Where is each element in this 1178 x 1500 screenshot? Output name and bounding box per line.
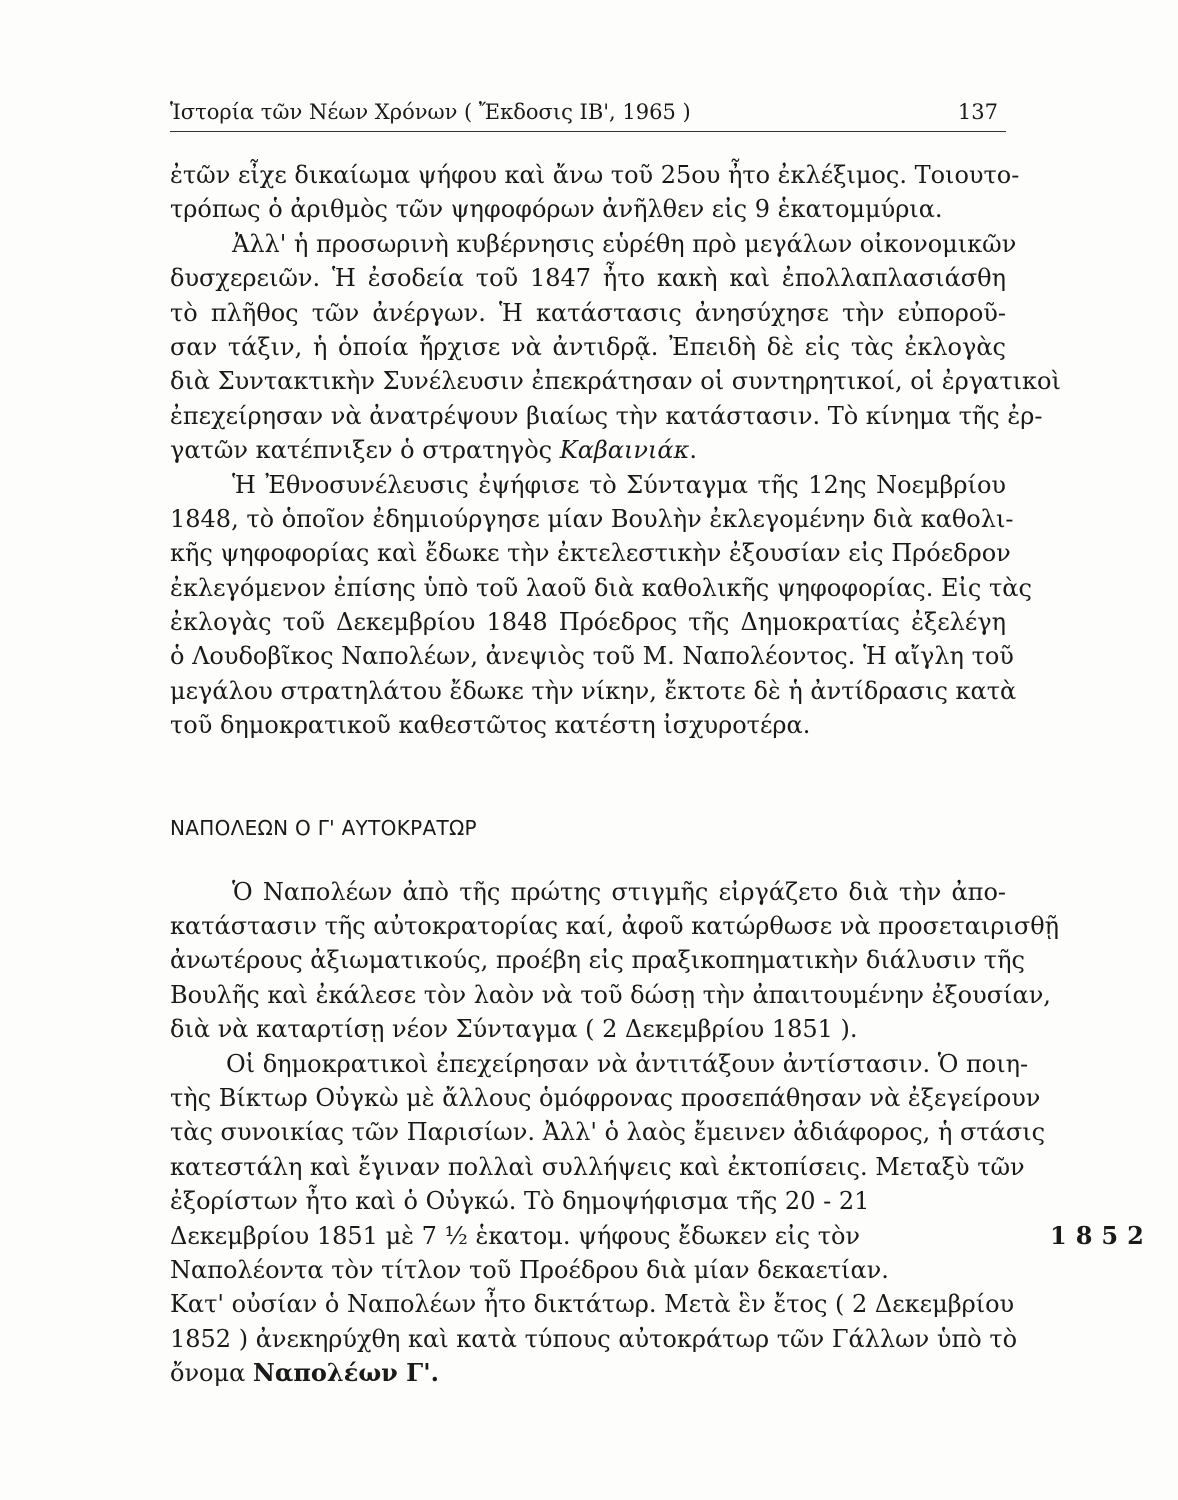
- text-line: διὰ νὰ καταρτίσῃ νέον Σύνταγμα ( 2 Δεκεμβρίου 1851 ).: [170, 1015, 858, 1044]
- text-line: δυσχερειῶν. Ἡ ἐσοδεία τοῦ 1847 ἦτο κακὴ καὶ ἐπολλαπλασιάσθη: [170, 264, 1006, 293]
- text-line: ἐτῶν εἶχε δικαίωμα ψήφου καὶ ἄνω τοῦ 25ου ἦτο ἐκλέξιμος. Τοιουτο-: [170, 161, 1020, 189]
- text-line: κῆς ψηφοφορίας καὶ ἔδωκε τὴν ἐκτελεστικὴν ἐξουσίαν εἰς Πρόεδρον: [170, 539, 1011, 568]
- header-rule: [170, 131, 1006, 132]
- paragraph: [170, 1287, 1018, 1390]
- text-span: ὄνομα: [170, 1359, 253, 1388]
- running-header: [170, 96, 1006, 130]
- text-line: 1848, τὸ ὁποῖον ἐδημιούργησε μίαν Βουλὴν ἐκλεγομένην διὰ καθολι-: [170, 504, 1014, 533]
- text-line: [170, 433, 1006, 467]
- paragraph: [170, 158, 1020, 227]
- spacer: [170, 743, 1006, 811]
- text-line: Οἱ δημοκρατικοὶ ἐπεχείρησαν νὰ ἀντιτάξουν ἀντίστασιν. Ὁ ποιη-: [226, 1049, 1029, 1078]
- text-line: κατεστάλη καὶ ἔγιναν πολλαὶ συλλήψεις καὶ ἐκτοπίσεις. Μεταξὺ τῶν: [170, 1152, 1025, 1181]
- text-line: τοῦ δημοκρατικοῦ καθεστῶτος κατέστη ἰσχυροτέρα.: [170, 711, 811, 740]
- text-line: κατάστασιν τῆς αὐτοκρατορίας καί, ἀφοῦ κατώρθωσε νὰ προσεταιρισθῇ: [170, 912, 1060, 941]
- paragraph: [170, 227, 1061, 468]
- text-line: ἀνωτέρους ἀξιωματικούς, προέβη εἰς πραξικοπηματικὴν διάλυσιν τῆς: [170, 946, 1025, 975]
- text-line: Ὁ Ναπολέων ἀπὸ τῆς πρώτης στιγμῆς εἰργάζετο διὰ τὴν ἀπο-: [232, 877, 1006, 906]
- page-number: 137: [957, 100, 998, 124]
- page-body: [170, 158, 1153, 1391]
- paragraph: [170, 875, 1060, 1047]
- text-line: Βουλῆς καὶ ἐκάλεσε τὸν λαὸν νὰ τοῦ δώσῃ τὴν ἀπαιτουμένην ἐξουσίαν,: [170, 980, 1051, 1009]
- text-line: Ἡ Ἐθνοσυνέλευσις ἐψήφισε τὸ Σύνταγμα τῆς 12ης Νοεμβρίου: [232, 470, 1006, 499]
- text-line: τρόπως ὁ ἀριθμὸς τῶν ψηφοφόρων ἀνῆλθεν εἰς 9 ἑκατομμύρια.: [170, 195, 943, 224]
- text-line: ἐκλογὰς τοῦ Δεκεμβρίου 1848 Πρόεδρος τῆς Δημοκρατίας ἐξελέγη: [170, 608, 1006, 637]
- text-line: τὰς συνοικίας τῶν Παρισίων. Ἀλλ' ὁ λαὸς ἔμεινεν ἀδιάφορος, ἡ στάσις: [170, 1118, 1046, 1147]
- text-line: ὁ Λουδοβῖκος Ναπολέων, ἀνεψιὸς τοῦ Μ. Ναπολέοντος. Ἡ αἴγλη τοῦ: [170, 642, 1014, 671]
- text-line: τὸ πλῆθος τῶν ἀνέργων. Ἡ κατάστασις ἀνησύχησε τὴν εὐποροῦ-: [170, 298, 1006, 327]
- text-line: σαν τάξιν, ἡ ὁποία ἤρχισε νὰ ἀντιδρᾷ. Ἐπειδὴ δὲ εἰς τὰς ἐκλογὰς: [170, 332, 1006, 361]
- text-line: Κατ' οὐσίαν ὁ Ναπολέων ἦτο δικτάτωρ. Μετὰ ἓν ἔτος ( 2 Δεκεμβρίου: [170, 1290, 1015, 1319]
- text-line: διὰ Συντακτικὴν Συνέλευσιν ἐπεκράτησαν οἱ συντηρητικοί, οἱ ἐργατικοὶ: [170, 367, 1061, 396]
- spacer: [170, 845, 1006, 875]
- text-span: Δεκεμβρίου 1851 μὲ 7 ½ ἑκατομ. ψήφους ἔδωκεν εἰς τὸν: [170, 1221, 861, 1250]
- paragraph: [170, 468, 1032, 743]
- section-heading: ΝΑΠΟΛΕΩΝ Ο Γ' ΑΥΤΟΚΡΑΤΩΡ: [170, 815, 477, 840]
- margin-year: 1852: [1050, 1220, 1153, 1250]
- text-line: Ἀλλ' ἡ προσωρινὴ κυβέρνησις εὑρέθη πρὸ μεγάλων οἰκονομικῶν: [232, 229, 1017, 258]
- text-line: [170, 1356, 1006, 1390]
- text-line: ἐξορίστων ἦτο καὶ ὁ Οὐγκώ. Τὸ δημοψήφισμα τῆς 20 - 21: [170, 1187, 870, 1216]
- text-line: 1852 ) ἀνεκηρύχθη καὶ κατὰ τύπους αὐτοκράτωρ τῶν Γάλλων ὑπὸ τὸ: [170, 1324, 1018, 1353]
- header-title: Ἱστορία τῶν Νέων Χρόνων ( Ἔκδοσις ΙΒ', 1965 ): [170, 100, 691, 124]
- text-line: Ναπολέοντα τὸν τίτλον τοῦ Προέδρου διὰ μίαν δεκαετίαν.: [170, 1255, 889, 1284]
- text-span: γατῶν κατέπνιξεν ὁ στρατηγὸς: [170, 436, 560, 465]
- text-line: ἐπεχείρησαν νὰ ἀνατρέψουν βιαίως τὴν κατάστασιν. Τὸ κίνημα τῆς ἐρ-: [170, 401, 1043, 430]
- bold-name: Ναπολέων Γ'.: [252, 1358, 439, 1388]
- text-line: τὴς Βίκτωρ Οὐγκὼ μὲ ἄλλους ὁμόφρονας προσεπάθησαν νὰ ἐξεγείρουν: [170, 1083, 1041, 1112]
- paragraph: [170, 1047, 1153, 1288]
- text-line: [170, 1219, 1153, 1253]
- italic-name: Καβαινιάκ: [559, 436, 690, 465]
- text-line: ἐκλεγόμενον ἐπίσης ὑπὸ τοῦ λαοῦ διὰ καθολικῆς ψηφοφορίας. Εἰς τὰς: [170, 573, 1032, 602]
- text-line: μεγάλου στρατηλάτου ἔδωκε τὴν νίκην, ἔκτοτε δὲ ἡ ἀντίδρασις κατὰ: [170, 676, 1017, 705]
- text-span: .: [689, 436, 697, 465]
